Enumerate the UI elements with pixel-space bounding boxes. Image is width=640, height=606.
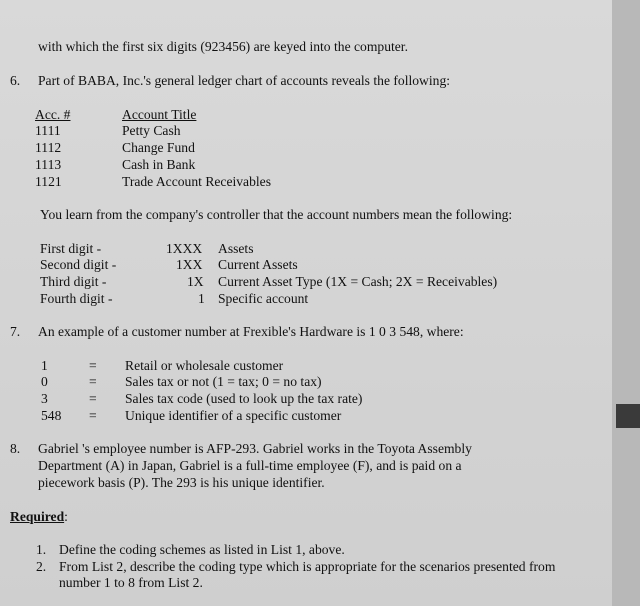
account-title: Petty Cash — [122, 123, 181, 138]
intro-line: with which the first six digits (923456) are keyed into the computer. — [38, 39, 408, 54]
item7-text: An example of a customer number at Frexible's Hardware is 1 0 3 548, where: — [38, 324, 464, 339]
item8-line: Gabriel 's employee number is AFP-293. Gabriel works in the Toyota Assembly — [38, 441, 472, 456]
equals-sign: = — [89, 391, 97, 406]
code-value: 548 — [41, 408, 62, 423]
acc-header: Acc. # — [35, 107, 71, 122]
learn-text: You learn from the company's controller that the account numbers mean the following: — [40, 207, 513, 222]
digit-code: 1 — [198, 291, 205, 306]
equals-sign: = — [89, 374, 97, 389]
task-number: 2. — [36, 559, 47, 574]
task-number: 1. — [36, 542, 47, 557]
digit-code: 1XXX — [166, 241, 203, 256]
required-colon: : — [64, 509, 68, 524]
account-number: 1121 — [35, 174, 62, 189]
digit-meaning: Specific account — [218, 291, 309, 306]
account-number: 1111 — [35, 123, 61, 138]
digit-label: Third digit - — [40, 274, 107, 289]
task-line: Define the coding schemes as listed in List 1, above. — [59, 542, 345, 557]
item8-line: piecework basis (P). The 293 is his unique identifier. — [38, 475, 325, 490]
digit-code: 1XX — [176, 257, 203, 272]
digit-meaning: Current Assets — [218, 257, 298, 272]
code-meaning: Retail or wholesale customer — [125, 358, 284, 373]
code-value: 0 — [41, 374, 48, 389]
digit-code: 1X — [187, 274, 204, 289]
item6-text: Part of BABA, Inc.'s general ledger chart of accounts reveals the following: — [38, 73, 451, 88]
required-label: Required — [10, 509, 65, 524]
scrollbar-thumb[interactable] — [616, 404, 640, 428]
account-number: 1113 — [35, 157, 62, 172]
code-meaning: Unique identifier of a specific customer — [125, 408, 342, 423]
required-heading — [10, 509, 68, 525]
task-line: From List 2, describe the coding type which is appropriate for the scenarios presented from — [59, 559, 556, 574]
task-line: number 1 to 8 from List 2. — [59, 575, 203, 590]
digit-label: First digit - — [40, 241, 102, 256]
equals-sign: = — [89, 408, 97, 423]
digit-label: Second digit - — [40, 257, 117, 272]
account-number: 1112 — [35, 140, 62, 155]
digit-meaning: Current Asset Type (1X = Cash; 2X = Receivables) — [218, 274, 498, 289]
account-title: Change Fund — [122, 140, 195, 155]
code-value: 3 — [41, 391, 48, 406]
item6-number: 6. — [10, 73, 21, 88]
item7-number: 7. — [10, 324, 21, 339]
account-title: Trade Account Receivables — [122, 174, 271, 189]
code-meaning: Sales tax or not (1 = tax; 0 = no tax) — [125, 374, 322, 389]
digit-label: Fourth digit - — [40, 291, 113, 306]
item8-number: 8. — [10, 441, 21, 456]
account-title: Cash in Bank — [122, 157, 196, 172]
code-value: 1 — [41, 358, 48, 373]
title-header: Account Title — [122, 107, 197, 122]
code-meaning: Sales tax code (used to look up the tax rate) — [125, 391, 363, 406]
item8-line: Department (A) in Japan, Gabriel is a full-time employee (F), and is paid on a — [38, 458, 462, 473]
digit-meaning: Assets — [218, 241, 254, 256]
equals-sign: = — [89, 358, 97, 373]
